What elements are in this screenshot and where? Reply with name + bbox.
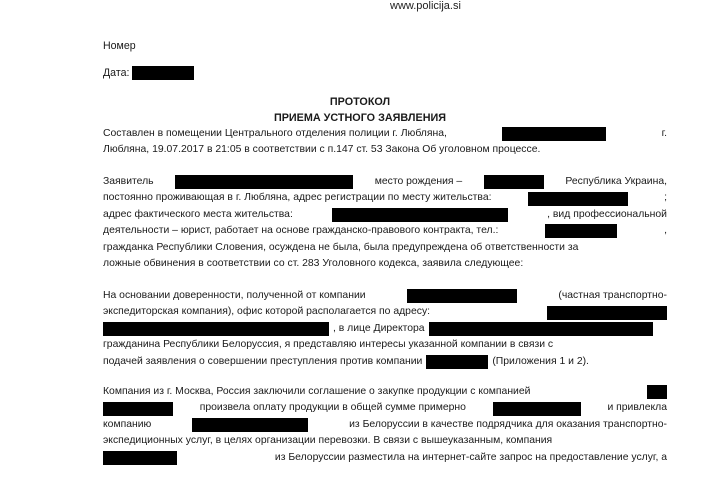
redaction-box xyxy=(547,306,667,320)
text-line xyxy=(103,304,667,320)
paragraph-power-of-attorney xyxy=(103,288,667,370)
text-segment: (Приложения 1 и 2). xyxy=(492,355,589,367)
text-segment: гражданка Республики Словения, осуждена не была, была предупреждена об ответственности за xyxy=(103,241,579,253)
text-segment: из Белоруссии в качестве подрядчика для оказания транспортно- xyxy=(349,418,667,430)
text-segment: экспедиционных услуг, в целях организации перевозки. В связи с вышеуказанным, компания xyxy=(103,435,553,447)
redaction-box xyxy=(426,355,488,369)
document-title: ПРОТОКОЛ xyxy=(329,96,391,108)
text-line xyxy=(103,384,667,400)
text-segment: Компания из г. Москва, Россия заключили соглашение о закупке продукции с компанией xyxy=(103,386,531,397)
redaction-box xyxy=(175,175,353,189)
redaction-box xyxy=(502,127,606,141)
redaction-box xyxy=(103,322,329,336)
text-segment: ; xyxy=(664,192,667,204)
text-line xyxy=(103,240,667,256)
text-line xyxy=(103,142,667,158)
redaction-box xyxy=(647,385,667,399)
text-segment: Заявитель xyxy=(103,176,154,187)
text-segment: гражданина Республики Белоруссия, я представляю интересы указанной компании в связи с xyxy=(103,339,554,351)
text-segment: место рождения – xyxy=(374,176,463,187)
text-line xyxy=(103,417,667,433)
text-line xyxy=(103,190,667,206)
paragraph-intro xyxy=(103,126,667,159)
text-segment: г. xyxy=(661,128,667,139)
text-segment: постоянно проживающая в г. Любляна, адрес регистрации по месту жительства: xyxy=(103,192,492,204)
text-line xyxy=(103,174,667,190)
text-segment: (частная транспортно- xyxy=(558,290,667,301)
source-url[interactable]: www.policija.si xyxy=(390,0,461,12)
redaction-box xyxy=(103,402,173,416)
text-segment: На основании доверенности, полученной от компании xyxy=(103,290,366,301)
date-label: Дата: xyxy=(103,66,130,79)
redaction-box xyxy=(132,66,194,80)
text-line xyxy=(103,450,667,466)
text-segment: компанию xyxy=(103,418,152,430)
text-segment: ложные обвинения в соответствии со ст. 283 Уголовного кодекса, заявила следующее: xyxy=(103,257,524,269)
redaction-box xyxy=(493,402,581,416)
text-line xyxy=(103,337,667,353)
redaction-box xyxy=(192,418,308,432)
text-segment: Составлен в помещении Центрального отделения полиции г. Любляна, xyxy=(103,128,447,139)
text-segment: из Белоруссии разместила на интернет-сайте запрос на предоставление услуг, а xyxy=(274,451,667,463)
text-line xyxy=(103,321,667,337)
redaction-box xyxy=(484,175,544,189)
text-segment: Любляна, 19.07.2017 в 21:05 в соответствии с п.147 ст. 53 Закона Об уголовном процессе. xyxy=(103,144,541,156)
text-segment: произвела оплату продукции в общей сумме примерно xyxy=(199,402,466,414)
text-segment: , xyxy=(664,225,667,237)
text-line xyxy=(103,288,667,304)
number-label: Номер xyxy=(103,40,136,52)
redaction-box xyxy=(103,451,177,465)
redaction-box xyxy=(407,289,517,303)
redaction-box xyxy=(429,322,653,336)
text-line xyxy=(103,207,667,223)
text-line xyxy=(103,256,667,272)
text-line xyxy=(103,354,667,370)
paragraph-company-deal xyxy=(103,384,667,466)
date-row xyxy=(103,66,194,80)
redaction-box xyxy=(545,224,617,238)
text-segment: деятельности – юрист, работает на основе гражданско-правового контракта, тел.: xyxy=(103,225,499,237)
redaction-box xyxy=(332,208,508,222)
redaction-box xyxy=(528,192,628,206)
text-line xyxy=(103,433,667,449)
text-segment: , вид профессиональной xyxy=(547,208,667,220)
text-line xyxy=(103,400,667,416)
document-subtitle: ПРИЕМА УСТНОГО ЗАЯВЛЕНИЯ xyxy=(273,112,447,124)
text-segment: адрес фактического места жительства: xyxy=(103,208,293,220)
text-segment: Республика Украина, xyxy=(565,176,667,187)
text-segment: экспедиторская компания), офис которой располагается по адресу: xyxy=(103,306,431,318)
text-line xyxy=(103,223,667,239)
text-segment: подачей заявления о совершении преступления против компании xyxy=(103,355,423,367)
text-segment: , в лице Директора xyxy=(333,322,425,334)
paragraph-applicant xyxy=(103,174,667,272)
text-line xyxy=(103,126,667,142)
text-segment: и привлекла xyxy=(607,402,667,414)
